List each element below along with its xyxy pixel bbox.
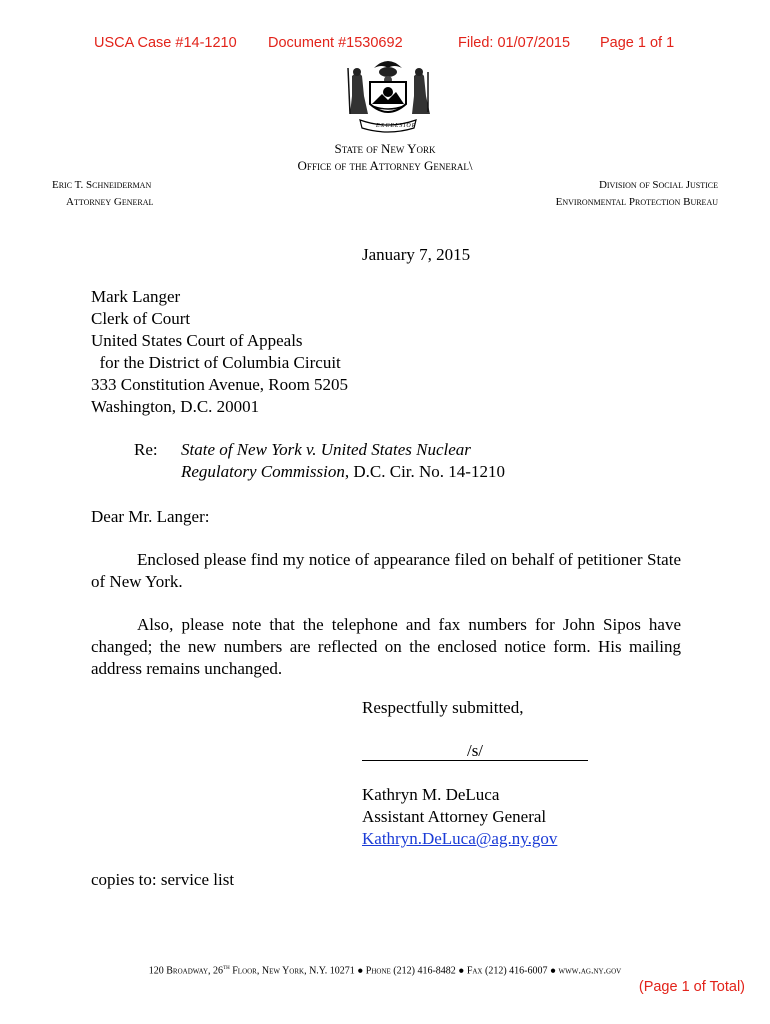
signer-title: Assistant Attorney General	[362, 807, 547, 826]
letter-date: January 7, 2015	[362, 245, 471, 264]
division-name: Division of Social Justice	[598, 179, 718, 191]
state-name: State of New York	[334, 141, 436, 156]
re-case-line-2: Regulatory Commission	[181, 462, 345, 481]
letterhead-left	[52, 177, 153, 211]
re-case-number: , D.C. Cir. No. 14-1210	[344, 462, 505, 481]
signer-block	[362, 784, 557, 850]
filed-date: Filed: 01/07/2015	[458, 35, 571, 51]
page-number: Page 1 of 1	[600, 35, 675, 51]
ag-title: Attorney General	[66, 196, 154, 208]
new-york-state-seal-icon	[336, 54, 440, 134]
recipient-street: 333 Constitution Avenue, Room 5205	[91, 375, 349, 394]
recipient-circuit: for the District of Columbia Circuit	[91, 353, 341, 372]
case-number: USCA Case #14-1210	[94, 35, 237, 51]
document-number: Document #1530692	[268, 35, 403, 51]
re-subject	[181, 439, 505, 483]
footer-address: 120 Broadway, 26th Floor, New York, N.Y. 10271 ● Phone (212) 416-8482 ● Fax (212) 416-6007 ● www.ag.ny.gov	[148, 963, 622, 977]
signature-line: /s/	[362, 740, 588, 761]
page-total: (Page 1 of Total)	[638, 979, 745, 995]
letterhead-right	[556, 177, 718, 211]
bureau-name: Environmental Protection Bureau	[555, 196, 718, 208]
seal-motto: EXCELSIOR	[376, 123, 417, 129]
recipient-court: United States Court of Appeals	[91, 331, 303, 350]
salutation: Dear Mr. Langer:	[91, 507, 210, 526]
office-name: Office of the Attorney General\	[297, 158, 473, 173]
copies-line: copies to: service list	[91, 870, 235, 889]
closing: Respectfully submitted,	[362, 698, 524, 717]
recipient-name: Mark Langer	[91, 287, 181, 306]
paragraph-2: Also, please note that the telephone and fax numbers for John Sipos have changed; the new numbers are reflected on the enclosed notice form. His mailing address remains unchanged.	[91, 615, 681, 678]
re-label: Re:	[134, 440, 158, 459]
re-case-line-1: State of New York v. United States Nuclear	[181, 440, 471, 459]
recipient-city: Washington, D.C. 20001	[91, 397, 260, 416]
letterhead-state	[0, 140, 770, 174]
signer-email-link[interactable]: Kathryn.DeLuca@ag.ny.gov	[362, 829, 558, 848]
signer-name: Kathryn M. DeLuca	[362, 785, 500, 804]
ag-name: Eric T. Schneiderman	[52, 179, 152, 191]
paragraph-1: Enclosed please find my notice of appearance filed on behalf of petitioner State of New York.	[91, 550, 681, 591]
recipient-address	[91, 286, 348, 418]
recipient-title: Clerk of Court	[91, 309, 191, 328]
